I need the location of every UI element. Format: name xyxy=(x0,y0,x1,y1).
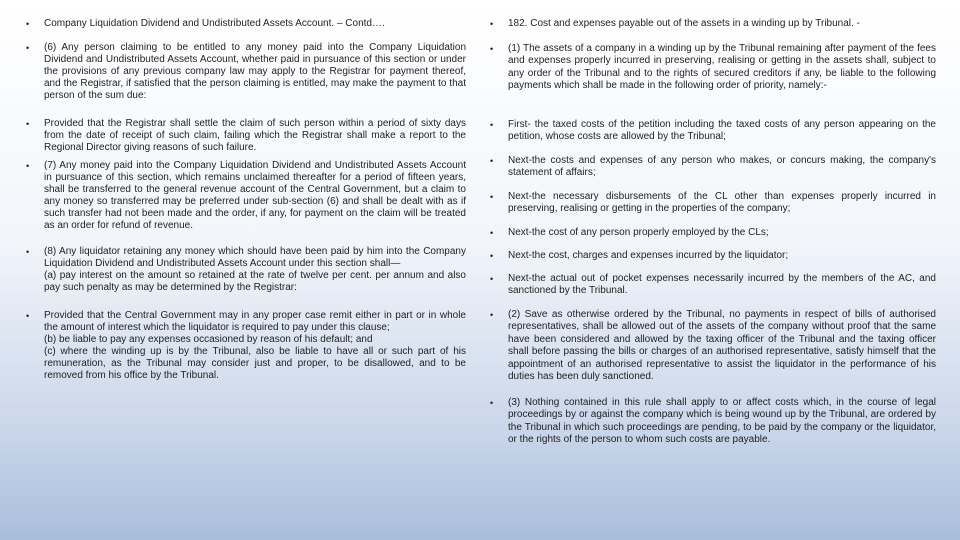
paragraph: (8) Any liquidator retaining any money which should have been paid by him into the Company Liquidation Dividend and Undistributed Assets Account under this section shall— (a) pay interest on the amount so retained at the rate of twelve per cent. per annum and also pay such penalty as may be determined by the Registrar: xyxy=(44,246,466,294)
bullet-icon: • xyxy=(490,192,494,202)
paragraph: Next-the actual out of pocket expenses necessarily incurred by the members of the AC, and sanctioned by the Tribunal. xyxy=(508,273,936,297)
list-item xyxy=(490,43,936,93)
list-item xyxy=(26,310,466,383)
list-item xyxy=(26,42,466,102)
paragraph: (7) Any money paid into the Company Liquidation Dividend and Undistributed Assets Account in pursuance of this section, which remains unclaimed thereafter for a period of fifteen years, shall be transferred to the general revenue account of the Central Government, but a claim to any money so transferred may be preferred under sub-section (6) and shall be dealt with as if such transfer had not been made and the order, if any, for payment on the claim will be treated as an order for refund of revenue. xyxy=(44,160,466,232)
paragraph: Provided that the Central Government may in any proper case remit either in part or in whole the amount of interest which the liquidator is required to pay under this clause; (b) be liable to pay any expenses occasioned by reason of his default; and (c) where the winding up is by the Tribunal, also be liable to have all or such part of his remuneration, as the Tribunal may consider just and proper, to be disallowed, and to be removed from his office by the Tribunal. xyxy=(44,310,466,382)
paragraph: Next-the cost of any person properly employed by the CLs; xyxy=(508,227,769,238)
bullet-icon: • xyxy=(490,120,494,130)
list-item xyxy=(490,273,936,298)
bullet-icon: • xyxy=(26,311,30,321)
paragraph: Next-the necessary disbursements of the CL other than expenses properly incurred in preserving, realising or getting in the properties of the company; xyxy=(508,191,936,215)
list-item xyxy=(490,155,936,180)
bullet-icon: • xyxy=(490,251,494,261)
paragraph: (1) The assets of a company in a winding up by the Tribunal remaining after payment of the fees and expenses properly incurred in preserving, realising or getting in the assets shall, subject to any order of the Tribunal and to the rights of secured creditors if any, be liable to the following payments which shall be made in the following order of priority, namely:- xyxy=(508,43,936,92)
bullet-icon: • xyxy=(490,228,494,238)
list-item xyxy=(490,191,936,216)
bullet-icon: • xyxy=(26,119,30,129)
list-item xyxy=(490,119,936,144)
bullet-icon: • xyxy=(490,19,494,29)
paragraph: First- the taxed costs of the petition including the taxed costs of any person appearing on the petition, whose costs are allowed by the Tribunal; xyxy=(508,119,936,143)
paragraph: (6) Any person claiming to be entitled to any money paid into the Company Liquidation Dividend and Undistributed Assets Account, whether paid in pursuance of this section or under the provisions of any previous company law may apply to the Registrar for payment thereof, and the Registrar, if satisfied that the person claiming is entitled, may make the payment to that person of the sum due: xyxy=(44,42,466,102)
paragraph: Provided that the Registrar shall settle the claim of such person within a period of sixty days from the date of receipt of such claim, failing which the Registrar shall make a report to the Regional Director giving reasons of such failure. xyxy=(44,118,466,154)
bullet-icon: • xyxy=(26,161,30,171)
bullet-icon: • xyxy=(490,156,494,166)
list-item xyxy=(490,397,936,447)
list-item xyxy=(490,18,936,31)
list-item xyxy=(490,309,936,383)
paragraph: Next-the costs and expenses of any person who makes, or concurs making, the company's statement of affairs; xyxy=(508,155,936,179)
paragraph: Next-the cost, charges and expenses incurred by the liquidator; xyxy=(508,250,789,261)
list-item xyxy=(490,250,936,263)
bullet-icon: • xyxy=(490,44,494,54)
list-item xyxy=(490,227,936,240)
paragraph: (2) Save as otherwise ordered by the Tribunal, no payments in respect of bills of authorised representatives, shall be allowed out of the assets of the company without proof that the same have been considered and allowed by the taxing officer of the Tribunal and the taxing officer shall before passing the bills or charges of an authorised representative, satisfy himself that the appointment of an authorised representative to assist the liquidator in the performance of his duties has been duly sanctioned. xyxy=(508,309,936,383)
list-item xyxy=(26,118,466,154)
paragraph: (3) Nothing contained in this rule shall apply to or affect costs which, in the course of legal proceedings by or against the company which is being wound up by the Tribunal, are ordered by the Tribunal in which such proceedings are pending, to be paid by the company or the liquidator, or the rights of the person to whom such costs are payable. xyxy=(508,397,936,446)
bullet-icon: • xyxy=(26,19,30,29)
section-heading-left: Company Liquidation Dividend and Undistributed Assets Account. – Contd…. xyxy=(44,18,385,29)
bullet-icon: • xyxy=(490,398,494,408)
list-item xyxy=(26,18,466,31)
bullet-icon: • xyxy=(26,43,30,53)
list-item xyxy=(26,160,466,233)
section-heading-right: 182. Cost and expenses payable out of the assets in a winding up by Tribunal. - xyxy=(508,18,860,29)
bullet-icon: • xyxy=(490,274,494,284)
list-item xyxy=(26,246,466,294)
bullet-icon: • xyxy=(26,247,30,257)
bullet-icon: • xyxy=(490,310,494,320)
